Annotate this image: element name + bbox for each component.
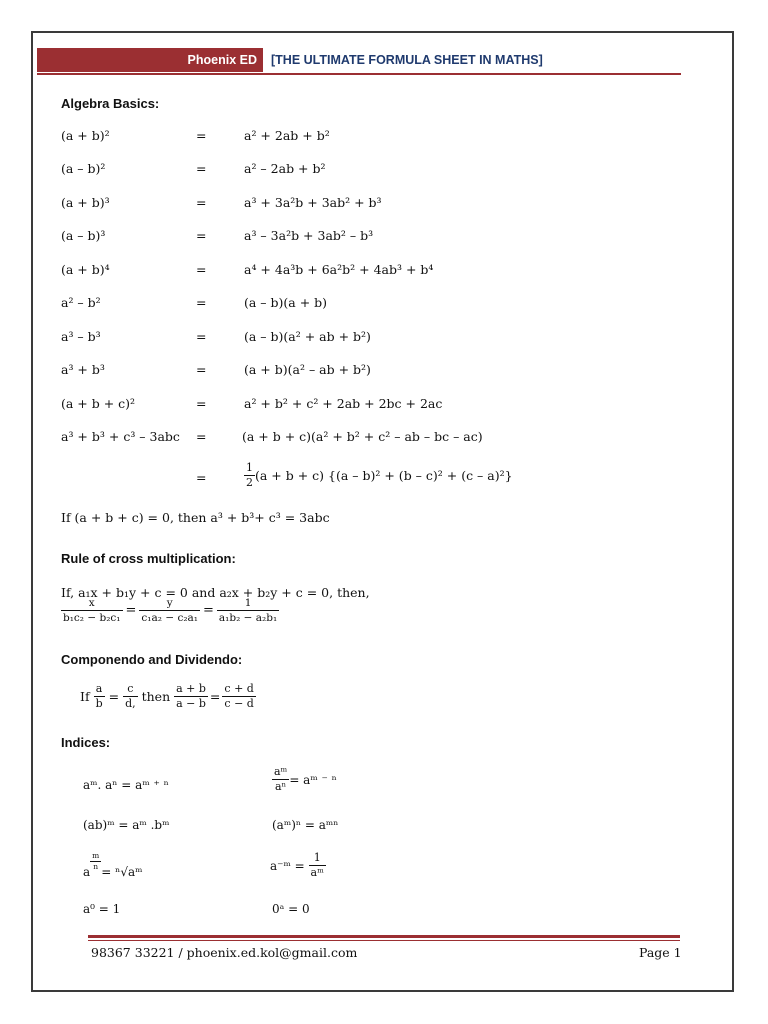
formula-row bbox=[0, 262, 768, 282]
frac-num: x bbox=[61, 597, 123, 611]
if-line bbox=[0, 510, 768, 530]
formula-row bbox=[0, 396, 768, 416]
formula-lhs: a³ – b³ bbox=[61, 329, 101, 344]
formula-row bbox=[0, 362, 768, 382]
equals-sign: = bbox=[196, 470, 207, 485]
index-rule-quotient bbox=[272, 766, 337, 793]
cross-heading: Rule of cross multiplication: bbox=[61, 551, 236, 566]
formula-rhs: (a + b)(a² – ab + b²) bbox=[244, 362, 371, 377]
frac-num: 1 bbox=[309, 852, 326, 866]
fraction-apb-amb bbox=[174, 683, 208, 710]
brand-text: Phoenix ED bbox=[187, 53, 257, 67]
frac-den: c − d bbox=[224, 697, 254, 710]
fraction-a-b bbox=[94, 683, 105, 710]
formula-lhs: (a + b)³ bbox=[61, 195, 110, 210]
equals-sign: = bbox=[196, 362, 207, 377]
fraction-half bbox=[244, 462, 255, 489]
fraction-c-d bbox=[123, 683, 138, 710]
equals-sign: = bbox=[196, 329, 207, 344]
formula-row bbox=[0, 295, 768, 315]
header-rule bbox=[37, 73, 681, 75]
indices-heading: Indices: bbox=[61, 735, 111, 750]
formula-lhs: (a + b)⁴ bbox=[61, 262, 110, 277]
fraction-x bbox=[61, 597, 123, 624]
index-rule-power-power: (aᵐ)ⁿ = aᵐⁿ bbox=[272, 818, 339, 832]
frac-den: n bbox=[93, 862, 99, 871]
equals-sign: = bbox=[196, 128, 207, 143]
header-brand bbox=[37, 48, 263, 72]
frac-num: 1 bbox=[217, 597, 279, 611]
compo-then: then bbox=[141, 689, 171, 704]
index-rule-zero: a⁰ = 1 bbox=[83, 902, 121, 916]
frac-den: b bbox=[95, 697, 103, 710]
frac-num: m bbox=[92, 851, 100, 860]
compo-heading: Componendo and Dividendo: bbox=[61, 652, 243, 667]
frac-den: b₁c₂ − b₂c₁ bbox=[63, 612, 121, 624]
index-rule-product: aᵐ. aⁿ = aᵐ ⁺ ⁿ bbox=[83, 778, 169, 792]
index-rule-zero-base: 0ᵃ = 0 bbox=[272, 902, 310, 916]
formula-lhs: (a – b)² bbox=[61, 161, 106, 176]
formula-row bbox=[0, 195, 768, 215]
fraction-1-am bbox=[309, 852, 326, 879]
frac-den: a − b bbox=[176, 697, 206, 710]
frac-num: c bbox=[123, 683, 138, 697]
half-formula-rest: (a + b + c) {(a – b)² + (b – c)² + (c – a)²} bbox=[255, 468, 513, 483]
cross-fractions bbox=[61, 597, 279, 624]
formula-rhs: a² – 2ab + b² bbox=[244, 161, 326, 176]
formula-lhs: a³ + b³ + c³ – 3abc bbox=[61, 429, 180, 444]
formula-rhs: a³ – 3a²b + 3ab² – b³ bbox=[244, 228, 374, 243]
frac-num: y bbox=[139, 597, 200, 611]
root-base: a bbox=[83, 865, 91, 879]
algebra-heading: Algebra Basics: bbox=[61, 96, 160, 111]
formula-lhs: (a – b)³ bbox=[61, 228, 106, 243]
formula-lhs: (a + b + c)² bbox=[61, 396, 136, 411]
frac-den: aᵐ bbox=[310, 866, 324, 879]
formula-rhs: (a + b + c)(a² + b² + c² – ab – bc – ac) bbox=[242, 429, 483, 444]
formula-row bbox=[0, 161, 768, 181]
formula-row bbox=[0, 128, 768, 148]
if-line-text: If (a + b + c) = 0, then a³ + b³+ c³ = 3abc bbox=[61, 510, 330, 525]
equals-sign: = bbox=[196, 429, 207, 444]
equals-sign: = bbox=[209, 689, 221, 704]
fraction-y bbox=[139, 597, 200, 624]
header-title: [THE ULTIMATE FORMULA SHEET IN MATHS] bbox=[271, 53, 543, 67]
formula-row bbox=[0, 228, 768, 248]
cross-intro-text: If, a₁x + b₁y + c = 0 and a₂x + b₂y + c = 0, then, bbox=[61, 585, 370, 600]
formula-rhs: a⁴ + 4a³b + 6a²b² + 4ab³ + b⁴ bbox=[244, 262, 434, 277]
footer-rule-thin bbox=[88, 940, 680, 941]
equals-sign: = bbox=[196, 295, 207, 310]
footer-page-number: Page 1 bbox=[639, 945, 682, 960]
frac-num: aᵐ bbox=[274, 765, 288, 778]
formula-lhs: a³ + b³ bbox=[61, 362, 105, 377]
footer-rule bbox=[88, 935, 680, 938]
formula-rhs: (a – b)(a² + ab + b²) bbox=[244, 329, 371, 344]
formula-row bbox=[0, 329, 768, 349]
frac-den: d, bbox=[125, 697, 136, 710]
frac-den: c₁a₂ − c₂a₁ bbox=[141, 612, 199, 624]
frac-den: a₁b₂ − a₂b₁ bbox=[218, 612, 278, 624]
frac-num: c + d bbox=[224, 682, 254, 695]
formula-rhs: a² + b² + c² + 2ab + 2bc + 2ac bbox=[244, 396, 443, 411]
index-rule-negative bbox=[270, 852, 326, 879]
formula-row-half bbox=[0, 462, 768, 492]
fraction-exponent bbox=[90, 852, 101, 871]
fraction-one bbox=[217, 597, 279, 624]
formula-row bbox=[0, 429, 768, 449]
index-rule-root bbox=[83, 852, 143, 879]
equals-sign: = bbox=[196, 228, 207, 243]
formula-rhs: (a – b)(a + b) bbox=[244, 295, 328, 310]
fraction-cpd-cmd bbox=[222, 683, 255, 710]
formula-lhs: (a + b)² bbox=[61, 128, 110, 143]
equals-sign: = bbox=[203, 603, 214, 618]
formula-rhs: a³ + 3a²b + 3ab² + b³ bbox=[244, 195, 382, 210]
frac-num: a bbox=[94, 683, 105, 697]
negative-lhs: a⁻ᵐ = bbox=[270, 858, 305, 873]
equals-sign: = bbox=[108, 689, 120, 704]
root-result: = ⁿ√aᵐ bbox=[101, 865, 143, 879]
index-rule-power-product: (ab)ᵐ = aᵐ .bᵐ bbox=[83, 818, 170, 832]
frac-den: aⁿ bbox=[274, 780, 287, 793]
equals-sign: = bbox=[196, 195, 207, 210]
formula-rhs bbox=[244, 462, 513, 489]
equals-sign: = bbox=[196, 396, 207, 411]
footer-contact: 98367 33221 / phoenix.ed.kol@gmail.com bbox=[91, 945, 358, 960]
fraction-am-an bbox=[272, 766, 289, 793]
formula-lhs: a² – b² bbox=[61, 295, 101, 310]
frac-num: a + b bbox=[176, 682, 206, 695]
index-quotient-result: = aᵐ ⁻ ⁿ bbox=[289, 772, 337, 787]
compo-if: If bbox=[80, 689, 90, 704]
formula-rhs: a² + 2ab + b² bbox=[244, 128, 330, 143]
compo-formula bbox=[80, 683, 256, 710]
equals-sign: = bbox=[125, 603, 137, 618]
frac-den: 2 bbox=[246, 476, 253, 489]
equals-sign: = bbox=[196, 262, 207, 277]
equals-sign: = bbox=[196, 161, 207, 176]
frac-num: 1 bbox=[246, 461, 253, 474]
